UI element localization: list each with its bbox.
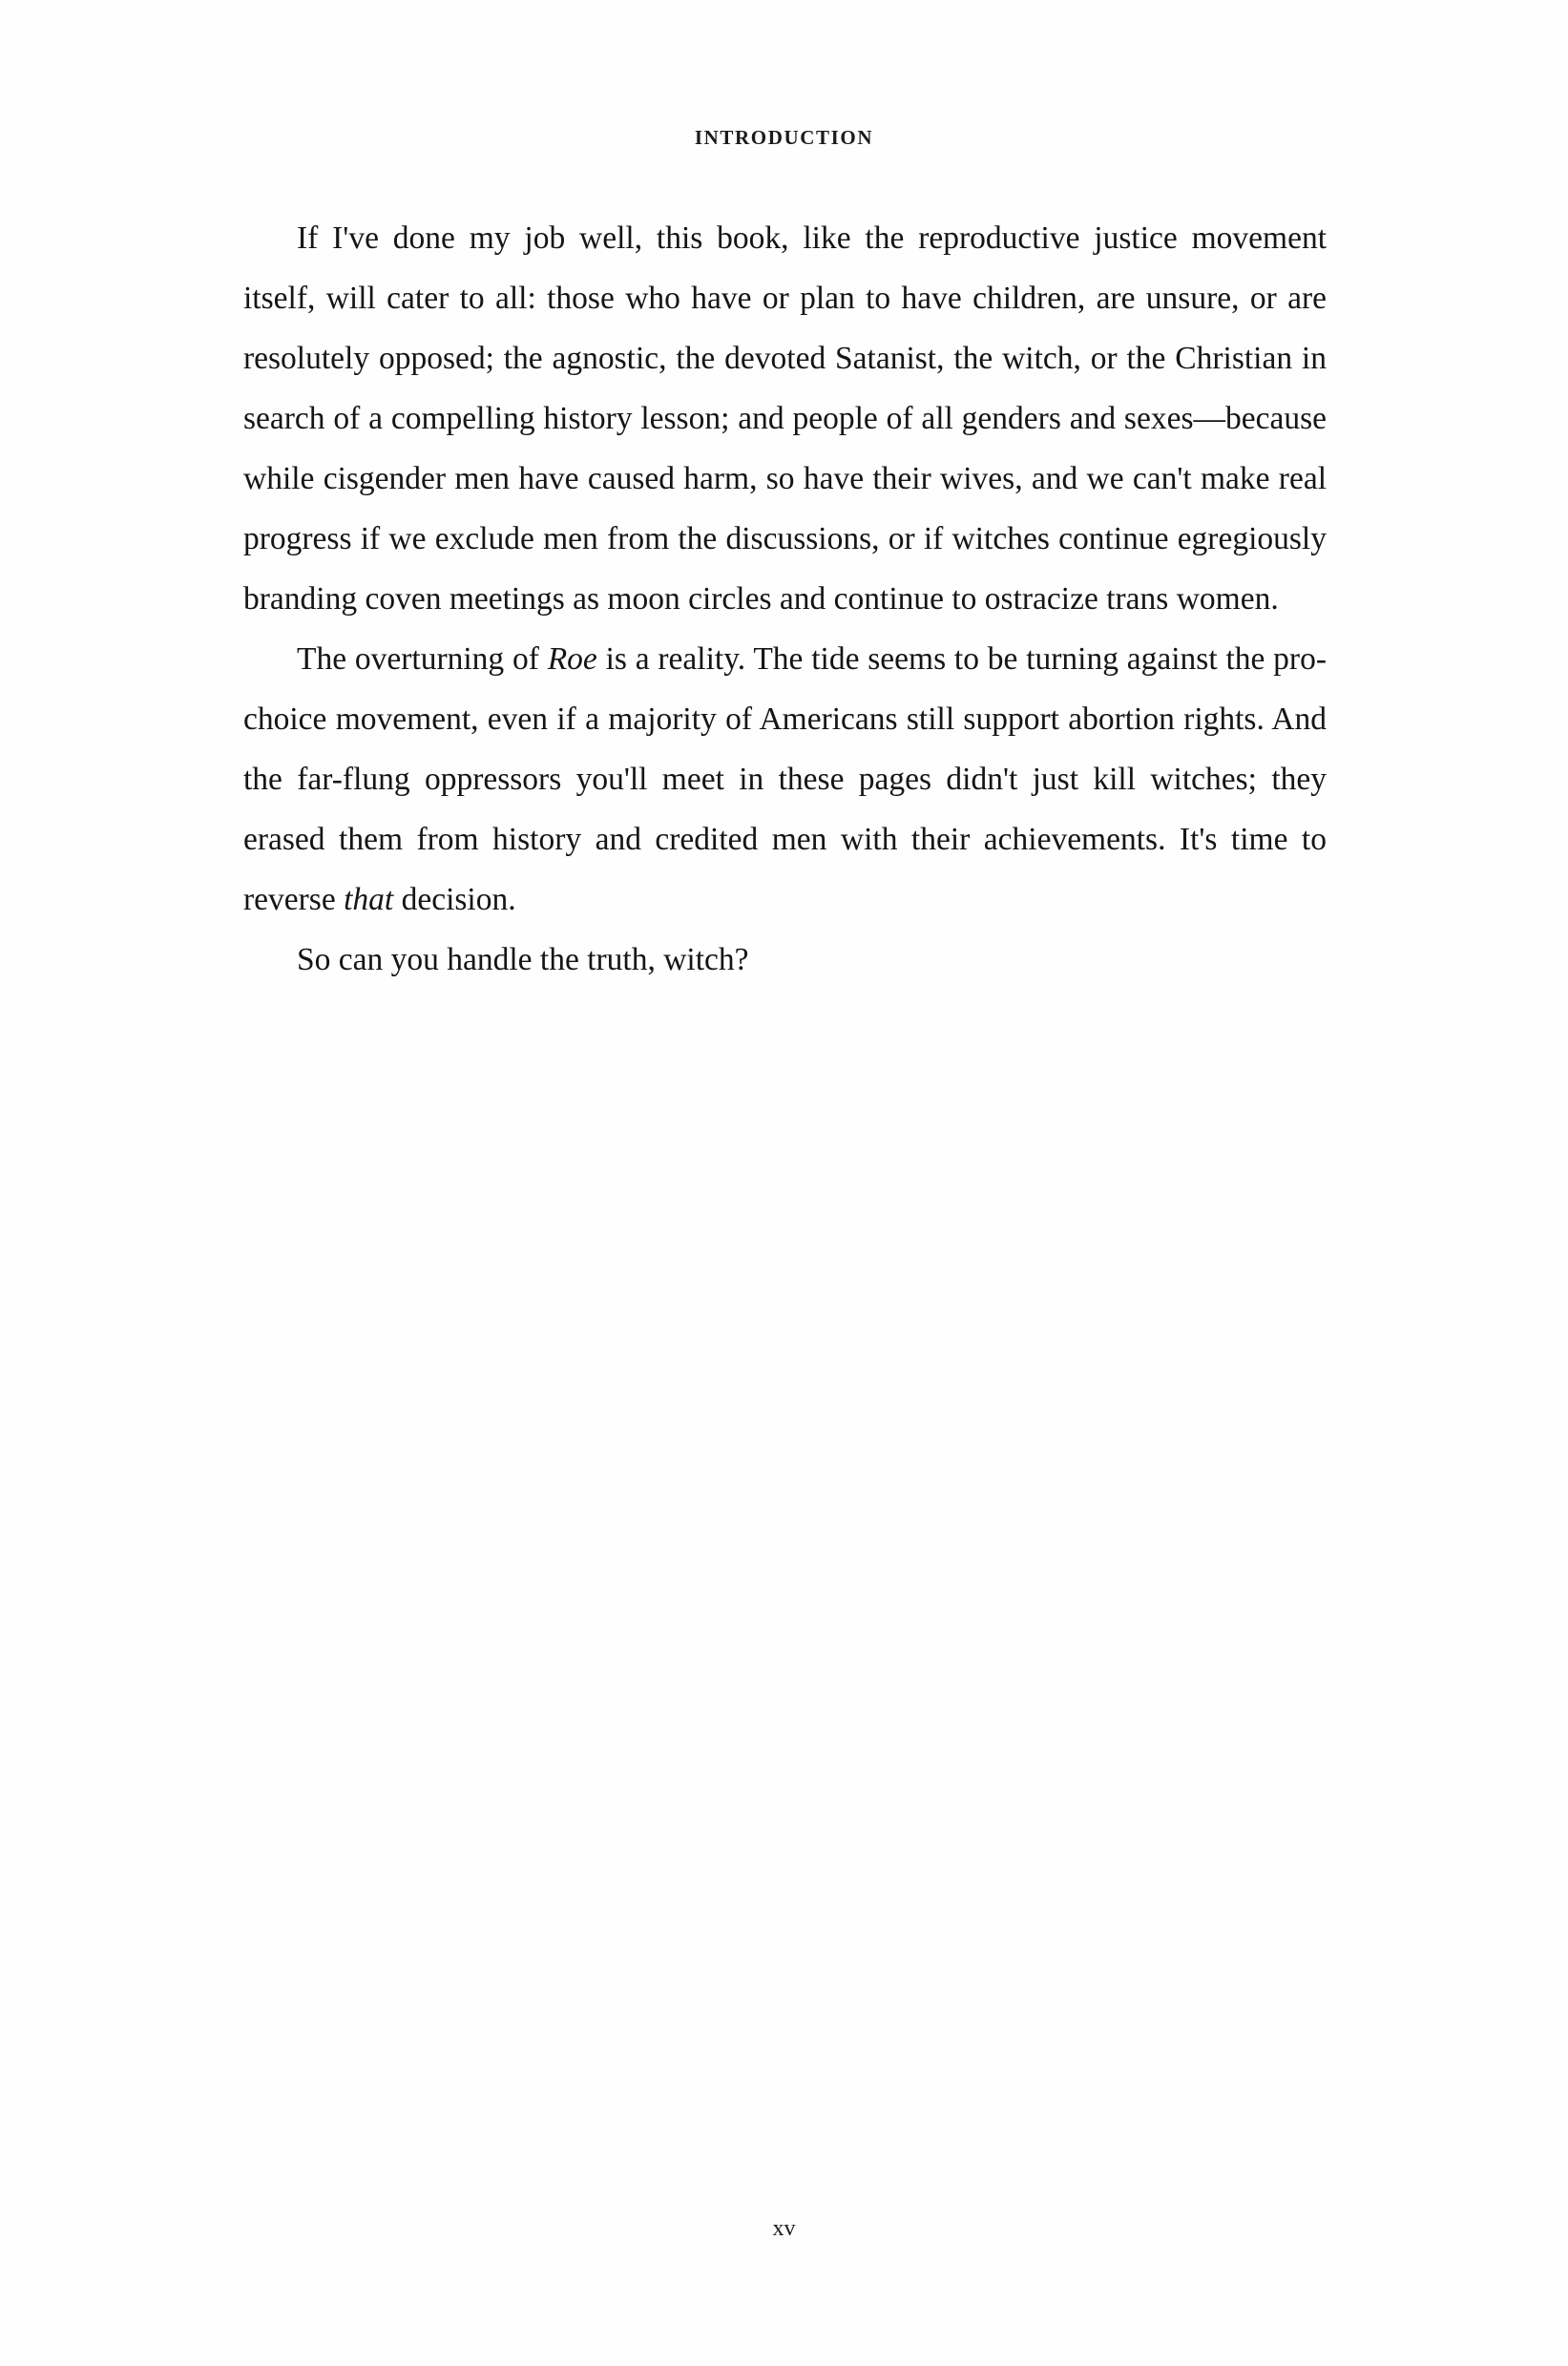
page-number: xv: [772, 2216, 796, 2241]
italic-run: that: [344, 882, 394, 917]
italic-run: Roe: [547, 641, 597, 677]
running-head: INTRODUCTION: [694, 126, 874, 149]
text-run: is a reality. The tide seems to be turning against the pro-choice movement, even if a majority of Americans still support abortion rights. And the far-flung oppressors you'll meet in these pages didn't just kill witches; they erased them from history and credited men with their achievements. It's time to reverse: [243, 641, 1327, 917]
paragraph: [243, 930, 1327, 990]
text-run: So can you handle the truth, witch?: [297, 942, 749, 977]
text-run: If I've done my job well, this book, like the reproductive justice movement itself, will cater to all: those who have or plan to have children, are unsure, or are resolutely opposed; the agnostic, the devoted Satanist, the witch, or the Christian in search of a compelling history lesson; and people of all genders and sexes—because while cisgender men have caused harm, so have their wives, and we can't make real progress if we exclude men from the discussions, or if witches continue egregiously branding coven meetings as moon circles and continue to ostracize trans women.: [243, 220, 1327, 617]
paragraph: [243, 208, 1327, 629]
body-text: [243, 208, 1327, 990]
paragraph: [243, 629, 1327, 930]
text-run: decision.: [393, 882, 516, 917]
text-run: The overturning of: [297, 641, 548, 677]
